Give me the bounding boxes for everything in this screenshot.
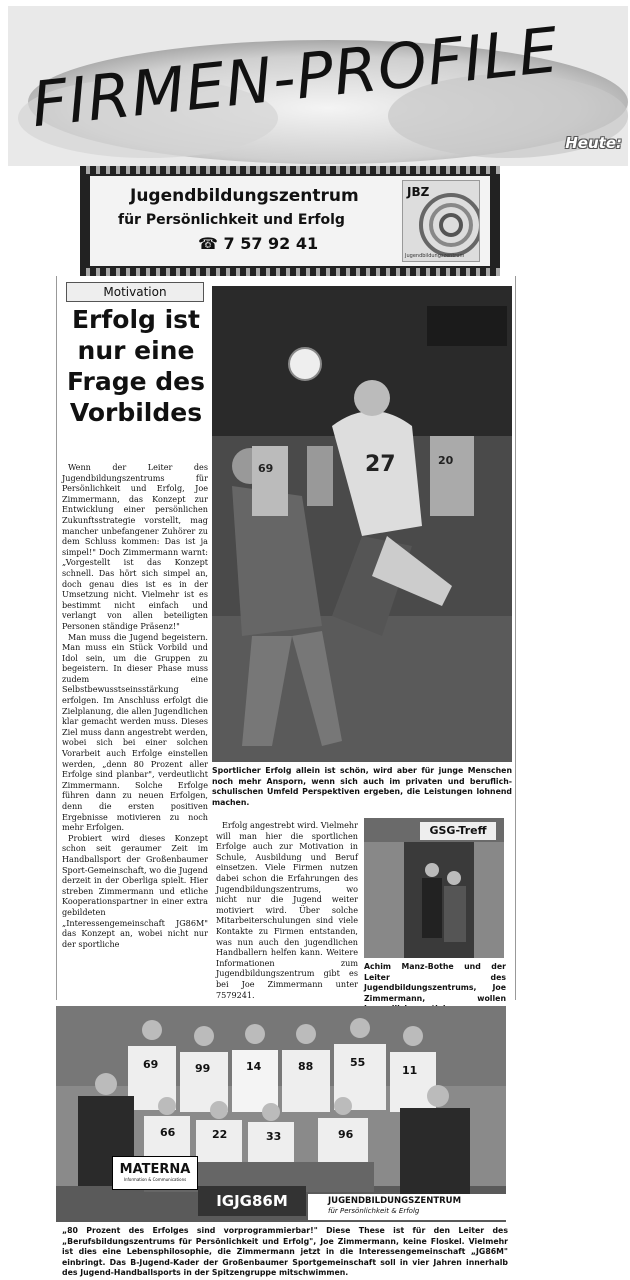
ad-company-name: Jugendbildungszentrum <box>130 186 359 206</box>
igjg86m-sign: IGJG86M <box>198 1186 306 1216</box>
header-banner <box>8 6 628 166</box>
logo-caption: Jugendbildungszentrum <box>405 253 465 259</box>
banner-subtitle: Heute: <box>565 134 622 152</box>
film-strip-top <box>80 166 500 174</box>
paragraph: Probiert wird dieses Konzept schon seit geraumer Zeit im Handballsport der Großenbaumer Sport-Gemeinschaft, wo die Jugend derzeit in der Oberliga spielt. Hier streben Zimmermann und etliche Kooperationspartner in einer extra gebildeten „Interessengemeinschaft JG86M" das Konzept an, wobei nicht nur der sportliche <box>62 832 208 949</box>
film-strip-bottom <box>80 268 500 276</box>
jersey-number: 88 <box>298 1060 314 1073</box>
materna-sign-subtext: Information & Communications <box>123 1177 187 1182</box>
jbz-banner-title: JUGENDBILDUNGSZENTRUM <box>328 1196 462 1206</box>
ad-phone: ☎ 7 57 92 41 <box>198 234 319 253</box>
ad-content <box>90 176 490 266</box>
jersey-number: 96 <box>338 1128 354 1141</box>
article-column-2 <box>216 820 358 1000</box>
action-jersey-27: 27 <box>365 452 396 477</box>
logo-letters: JBZ <box>407 185 430 199</box>
jbz-advertisement <box>80 166 500 276</box>
jbz-banner-subtitle: für Persönlichkeit & Erfolg <box>328 1207 420 1215</box>
article-column-1 <box>62 462 208 949</box>
ad-tagline: für Persönlichkeit und Erfolg <box>118 212 345 228</box>
paragraph: Man muss die Jugend begeistern. Man muss ein Stück Vorbild und Idol sein, um die Gruppen zu begeistern. In dieser Phase muss zudem eine Selbstbewusstseinsstärkung erfolgen. Im Anschluss erfolgt die Zielplanung, die allen Jugendlichen klar gemacht werden muss. Dieses Ziel muss dann angestrebt werden, wobei sich bei einer solchen Vorarbeit auch Erfolge einstellen werden, „denn 80 Prozent aller Erfolge sind planbar", verdeutlicht Zimmermann. Solche Erfolge führen dann zu neuen Erfolgen, denn die ersten positiven Ergebnisse motivieren zu noch mehr Erfolgen. <box>62 631 208 833</box>
people-photo-caption: Achim Manz-Bothe und der Leiter des Jugendbildungszentrums, Joe Zimmermann, wollen <box>364 962 506 1003</box>
materna-sign-text: MATERNA <box>119 1162 191 1177</box>
jersey-number: 69 <box>143 1058 159 1071</box>
jersey-number: 66 <box>160 1126 176 1139</box>
jbz-banner-sign <box>308 1194 508 1220</box>
jersey-number: 22 <box>212 1128 228 1141</box>
jersey-number: 33 <box>266 1130 282 1143</box>
jersey-number: 14 <box>246 1060 262 1073</box>
action-photo-caption: Sportlicher Erfolg allein ist schön, wird aber für junge Menschen noch mehr Ansporn, wenn sich auch im privaten und beruflich-schulischen Umfeld Perspektiven ergeben, die Leistungen lohnend machen. <box>212 766 512 807</box>
article-kicker: Motivation <box>66 282 204 302</box>
paragraph: Erfolg angestrebt wird. Vielmehr will man hier die sportlichen Erfolge auch zur Motivation in Schule, Ausbildung und Beruf einsetzen. Viele Firmen nutzen dabei schon die Erfahrungen des Jugendbildungszentrums, wo nicht nur die Jugend weiter motiviert wird. Über solche Mitarbeiterschulungen sind viele Kontakte zu Firmen entstanden, was nun auch den jugendlichen Handballern helfen kann. Weitere Informationen zum Jugendbildungszentrum gibt es bei Joe Zimmermann unter 7579241. <box>216 820 358 1000</box>
action-jersey-20: 20 <box>438 454 454 467</box>
jersey-number: 11 <box>402 1064 418 1077</box>
jersey-number: 55 <box>350 1056 366 1069</box>
article-headline: Erfolg ist nur eine Frage des Vorbildes <box>67 305 205 427</box>
team-photo-caption: „80 Prozent des Erfolges sind vorprogrammierbar!" Diese These ist für den Leiter des „Berufsbildungszentrums für Persönlichkeit und Erfolg", Joe Zimmermann, keine Floskel. Vielmehr ist dies eine Lebensphilosophie, die Zimmermann jetzt in die Interessengemeinschaft „JG86M" einbringt. Das B-Jugend-Kader der Großenbaumer Sportgemeinschaft soll in vier Jahren innerhalb des Jugend-Handballsports in der Spitzengruppe mitschwimmen. <box>62 1226 508 1277</box>
handball-action-photo <box>212 286 512 762</box>
materna-sign <box>112 1156 198 1190</box>
action-jersey-69: 69 <box>258 462 274 475</box>
banner-title: FIRMEN-PROFILE <box>28 13 563 142</box>
jbz-logo <box>402 180 480 262</box>
gsg-treff-sign: GSG-Treff <box>420 822 496 840</box>
jersey-number: 99 <box>195 1062 211 1075</box>
paragraph: Wenn der Leiter des Jugendbildungszentrums für Persönlichkeit und Erfolg, Joe Zimmermann, das Konzept zur Entwicklung einer persönlichen Zukunftsstrategie vorstellt, mag mancher unbefangener Zuhörer zu dem Schluss kommen: Das ist ja simpel!" Doch Zimmermann warnt: „Vorgestellt ist das Konzept schnell. Das hört sich simpel an, doch genau dies ist es in der Umsetzung nicht. Vielmehr ist es bestimmt nicht einfach und verlangt von allen beteiligten Personen ständige Präsenz!" <box>62 462 208 631</box>
